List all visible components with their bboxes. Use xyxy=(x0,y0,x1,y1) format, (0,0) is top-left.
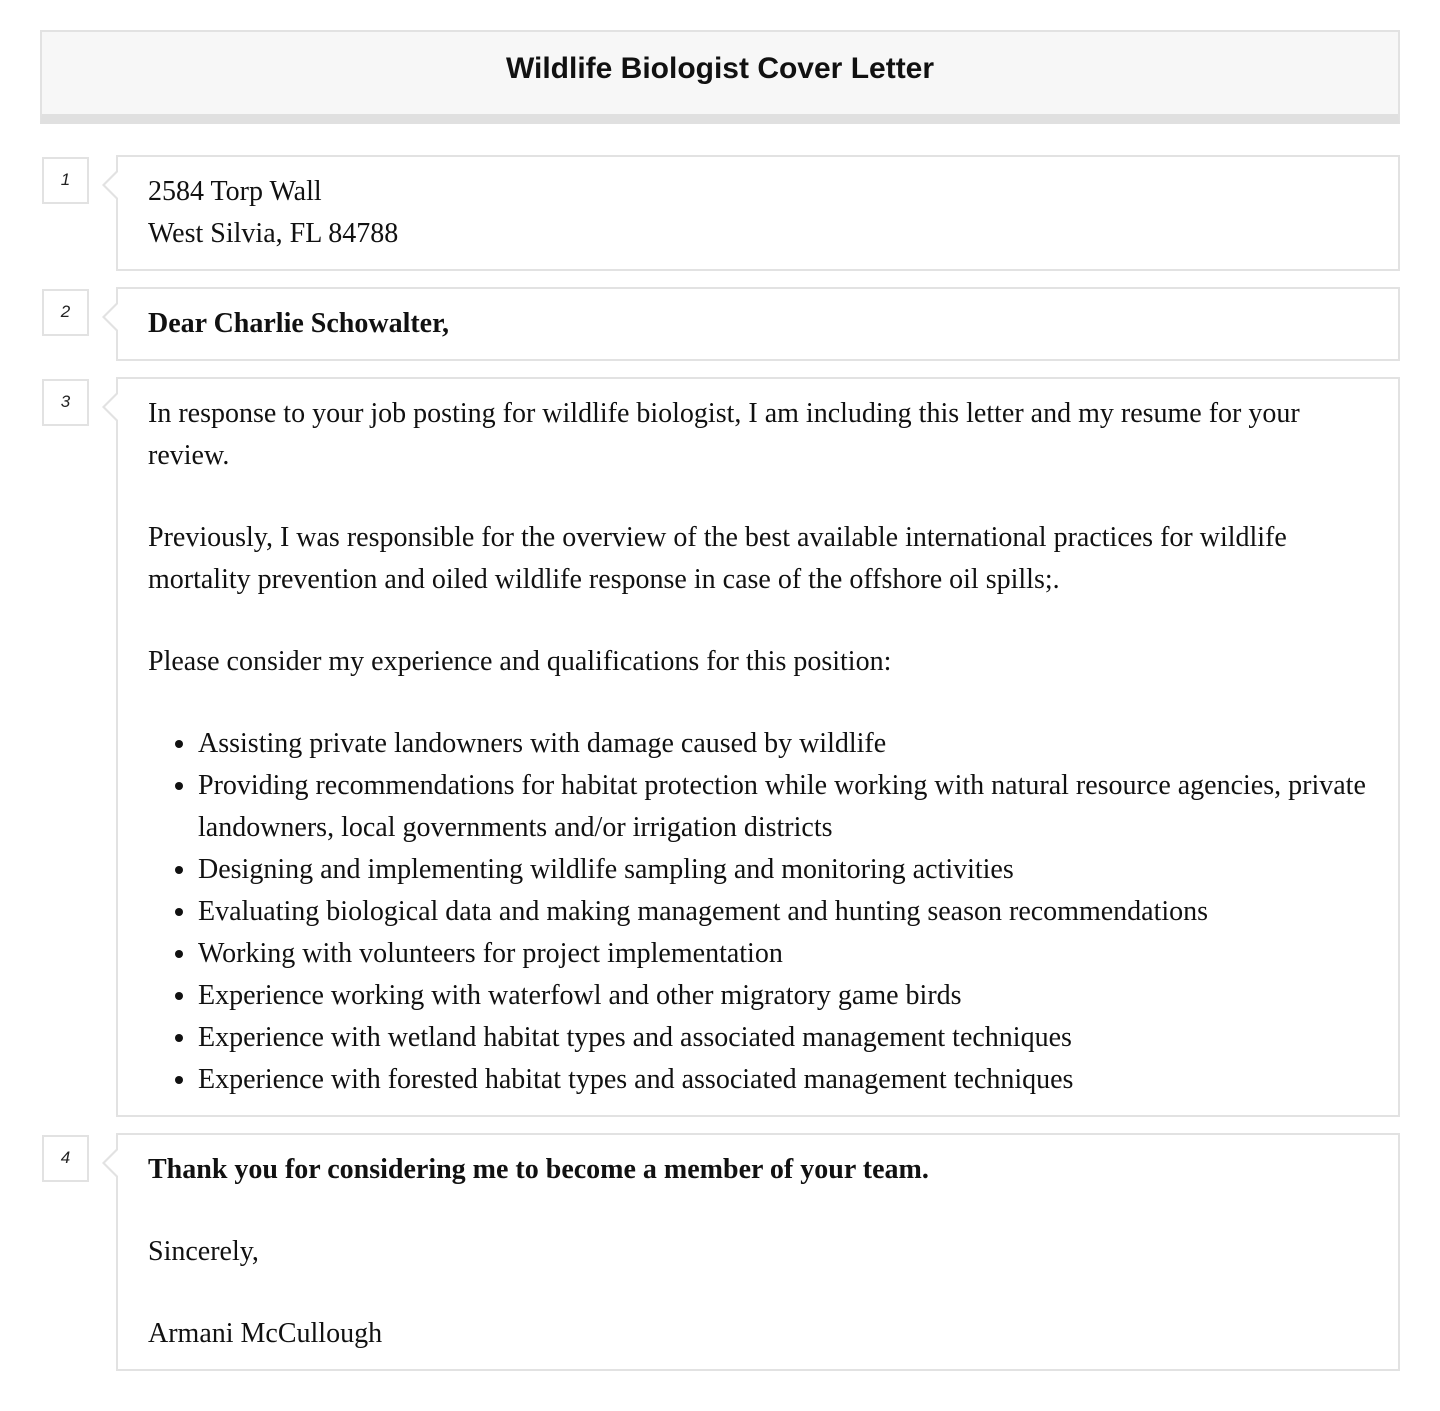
list-item: • Providing recommendations for habitat protection while working with natural resource agencies, private landowners, local governments and/or irrigation districts xyxy=(198,765,1368,849)
page-title: Wildlife Biologist Cover Letter xyxy=(505,52,935,85)
closing-statement: Thank you for considering me to become a member of your team. xyxy=(148,1154,929,1185)
body-paragraph: Please consider my experience and qualifications for this position: xyxy=(148,646,892,677)
section-number: 3 xyxy=(42,379,89,426)
list-item: • Experience with wetland habitat types and associated management techniques xyxy=(198,1017,1368,1059)
section-content xyxy=(116,155,1400,271)
list-item: • Experience with forested habitat types and associated management techniques xyxy=(198,1059,1368,1101)
list-item: • Evaluating biological data and making management and hunting season recommendations xyxy=(198,891,1368,933)
section-number: 4 xyxy=(42,1135,89,1182)
signature-name: Armani McCullough xyxy=(148,1318,383,1349)
list-item: • Designing and implementing wildlife sampling and monitoring activities xyxy=(198,849,1368,891)
section-number: 1 xyxy=(42,157,89,204)
section-content xyxy=(116,377,1400,1117)
body-paragraph: In response to your job posting for wildlife biologist, I am including this letter and my resume for your review. xyxy=(148,398,1300,471)
section-content xyxy=(116,1133,1400,1371)
address-block xyxy=(148,171,1368,255)
list-item: • Assisting private landowners with damage caused by wildlife xyxy=(198,723,1368,765)
signoff: Sincerely, xyxy=(148,1236,259,1267)
qualifications-list xyxy=(148,723,1368,1101)
address-line-1: 2584 Torp Wall xyxy=(148,176,322,207)
address-line-2: West Silvia, FL 84788 xyxy=(148,218,399,249)
list-item: • Working with volunteers for project implementation xyxy=(198,933,1368,975)
salutation: Dear Charlie Schowalter, xyxy=(148,308,449,339)
section-content xyxy=(116,287,1400,361)
list-item: • Experience working with waterfowl and other migratory game birds xyxy=(198,975,1368,1017)
section-number: 2 xyxy=(42,289,89,336)
page-header xyxy=(40,30,1400,124)
body-paragraph: Previously, I was responsible for the overview of the best available international practices for wildlife mortality prevention and oiled wildlife response in case of the offshore oil spills;. xyxy=(148,522,1287,595)
